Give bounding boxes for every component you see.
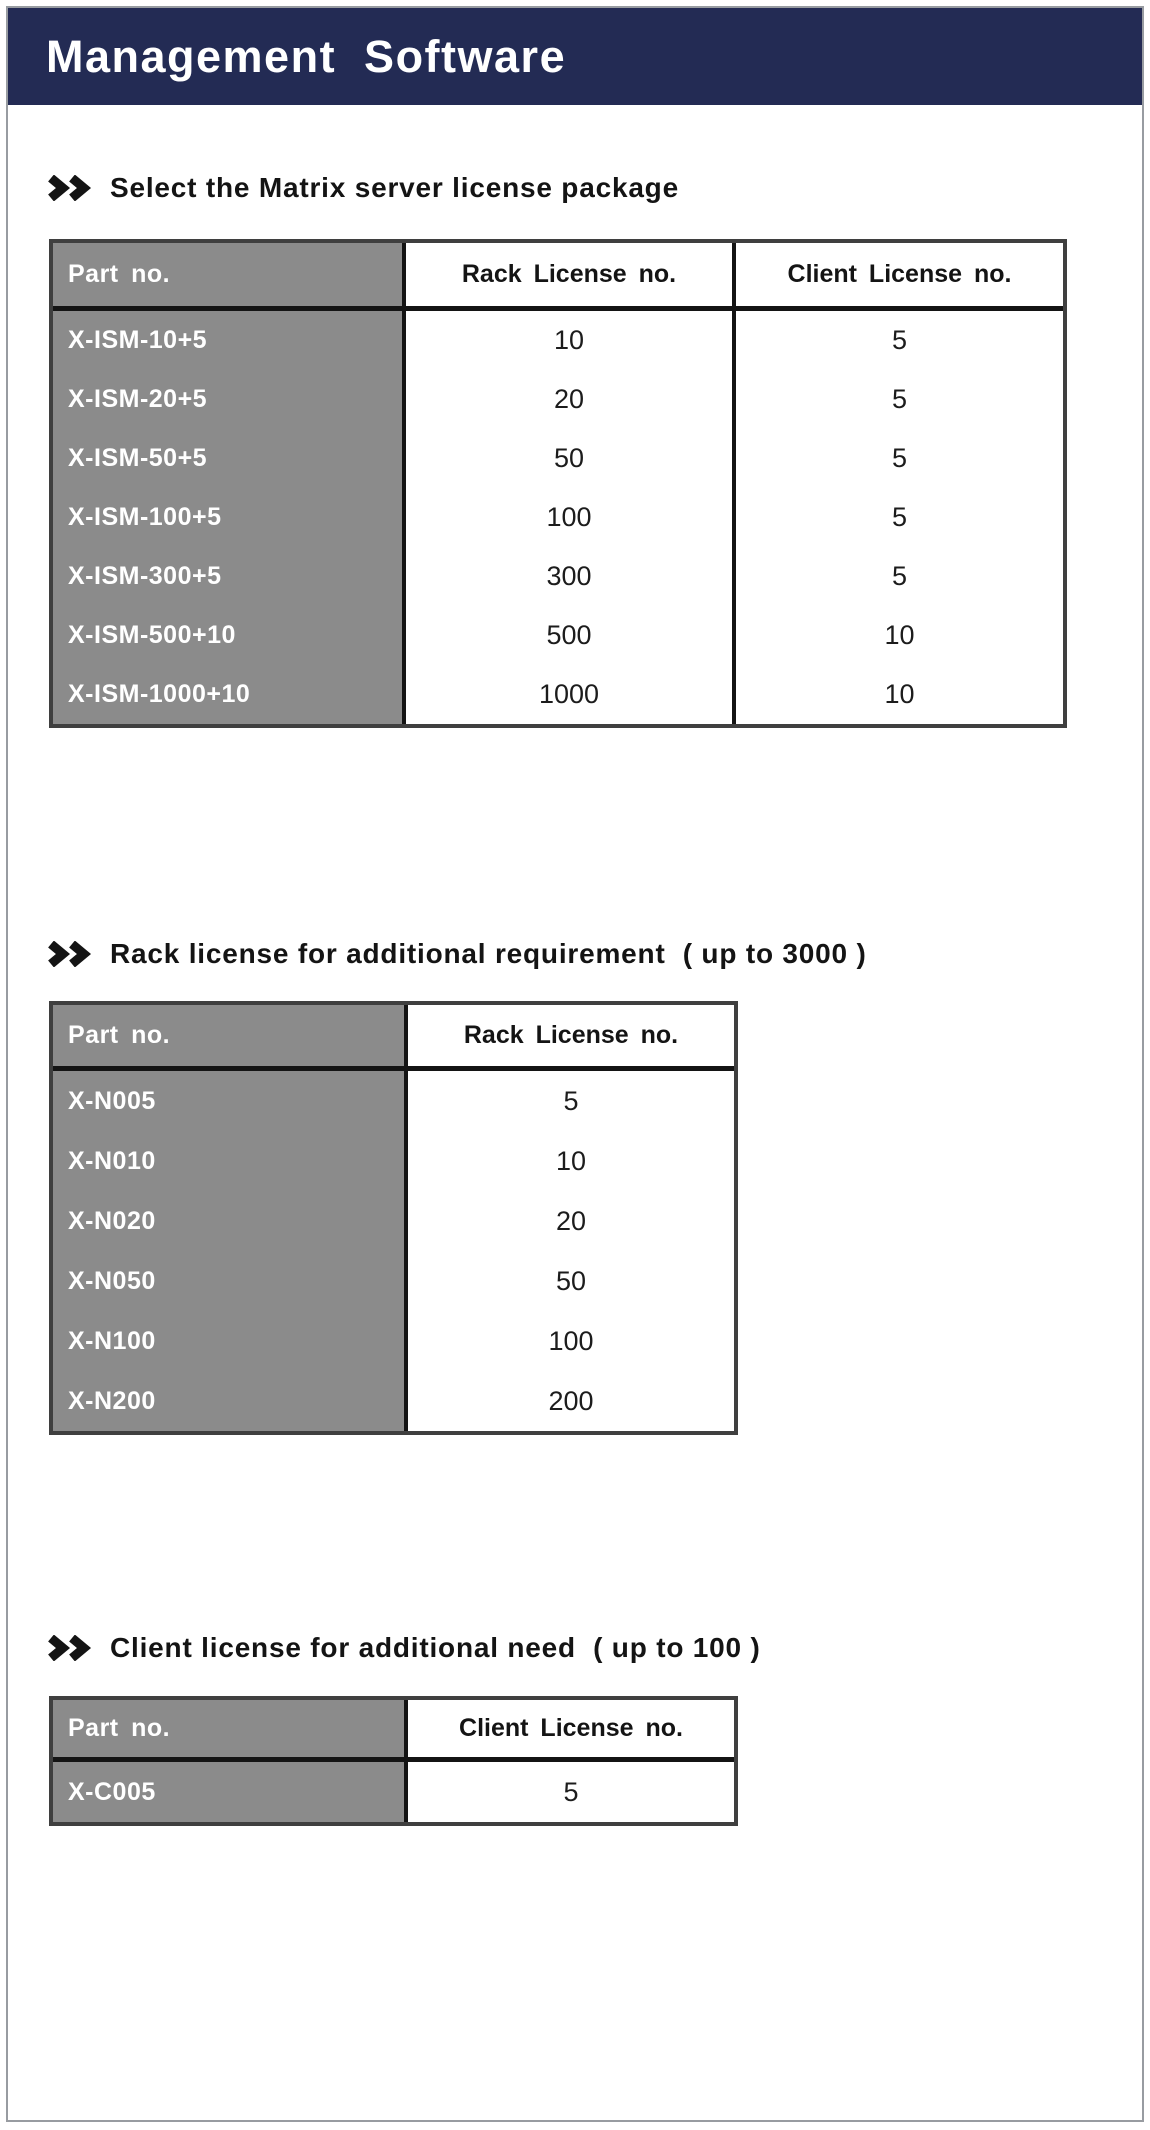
cell-part-number: X-ISM-500+10	[53, 606, 402, 665]
header-cell-client-license: Client License no.	[732, 243, 1063, 311]
header-cell-part-no: Part no.	[53, 1005, 404, 1071]
cell-part-number: X-ISM-300+5	[53, 547, 402, 606]
cell-part-number: X-ISM-50+5	[53, 429, 402, 488]
cell-rack-license-value: 10	[402, 311, 732, 370]
cell-part-number: X-ISM-10+5	[53, 311, 402, 370]
table-header-row	[53, 243, 1063, 311]
cell-rack-license-value: 300	[402, 547, 732, 606]
cell-client-license-value: 5	[404, 1762, 734, 1822]
cell-client-license-value: 5	[732, 429, 1063, 488]
cell-rack-license-value: 20	[402, 370, 732, 429]
title-bar	[8, 8, 1142, 105]
cell-client-license-value: 10	[732, 606, 1063, 665]
cell-part-number: X-N100	[53, 1311, 404, 1371]
table-row	[53, 1131, 734, 1191]
cell-rack-license-value: 100	[404, 1311, 734, 1371]
table-row	[53, 1251, 734, 1311]
header-cell-rack-license: Rack License no.	[404, 1005, 734, 1071]
table-row	[53, 547, 1063, 606]
cell-rack-license-value: 200	[404, 1371, 734, 1431]
table-row	[53, 488, 1063, 547]
cell-rack-license-value: 5	[404, 1071, 734, 1131]
cell-client-license-value: 5	[732, 547, 1063, 606]
header-cell-part-no: Part no.	[53, 243, 402, 311]
header-cell-part-no: Part no.	[53, 1700, 404, 1762]
matrix-license-table	[49, 239, 1067, 728]
cell-part-number: X-ISM-1000+10	[53, 665, 402, 724]
header-cell-rack-license: Rack License no.	[402, 243, 732, 311]
rack-license-table	[49, 1001, 738, 1435]
table-row	[53, 1071, 734, 1131]
table-row	[53, 1311, 734, 1371]
table-header-row	[53, 1700, 734, 1762]
table-row	[53, 311, 1063, 370]
double-chevron-icon	[47, 941, 95, 967]
section-heading-rack-license	[47, 934, 867, 974]
cell-part-number: X-N005	[53, 1071, 404, 1131]
section-heading-client-license	[47, 1628, 761, 1668]
table-header-row	[53, 1005, 734, 1071]
page-title: Management Software	[46, 30, 567, 82]
cell-part-number: X-N010	[53, 1131, 404, 1191]
section-heading-label: Select the Matrix server license package	[110, 172, 679, 203]
section-heading-label: Rack license for additional requirement ( up to 3000 )	[110, 938, 867, 969]
cell-rack-license-value: 20	[404, 1191, 734, 1251]
page	[6, 6, 1144, 2122]
header-cell-client-license: Client License no.	[404, 1700, 734, 1762]
cell-client-license-value: 5	[732, 370, 1063, 429]
cell-part-number: X-N050	[53, 1251, 404, 1311]
cell-client-license-value: 5	[732, 488, 1063, 547]
section-heading-label: Client license for additional need ( up to 100 )	[110, 1632, 761, 1663]
cell-part-number: X-N020	[53, 1191, 404, 1251]
cell-client-license-value: 10	[732, 665, 1063, 724]
cell-part-number: X-N200	[53, 1371, 404, 1431]
cell-part-number: X-C005	[53, 1762, 404, 1822]
cell-rack-license-value: 1000	[402, 665, 732, 724]
cell-client-license-value: 5	[732, 311, 1063, 370]
table-row	[53, 1371, 734, 1431]
table-row	[53, 1191, 734, 1251]
table-row	[53, 1762, 734, 1822]
table-row	[53, 370, 1063, 429]
cell-rack-license-value: 10	[404, 1131, 734, 1191]
cell-rack-license-value: 50	[402, 429, 732, 488]
double-chevron-icon	[47, 1635, 95, 1661]
table-row	[53, 429, 1063, 488]
section-heading-matrix-license	[47, 168, 679, 208]
cell-part-number: X-ISM-100+5	[53, 488, 402, 547]
cell-part-number: X-ISM-20+5	[53, 370, 402, 429]
table-row	[53, 606, 1063, 665]
table-row	[53, 665, 1063, 724]
cell-rack-license-value: 500	[402, 606, 732, 665]
cell-rack-license-value: 100	[402, 488, 732, 547]
client-license-table	[49, 1696, 738, 1826]
cell-rack-license-value: 50	[404, 1251, 734, 1311]
double-chevron-icon	[47, 175, 95, 201]
